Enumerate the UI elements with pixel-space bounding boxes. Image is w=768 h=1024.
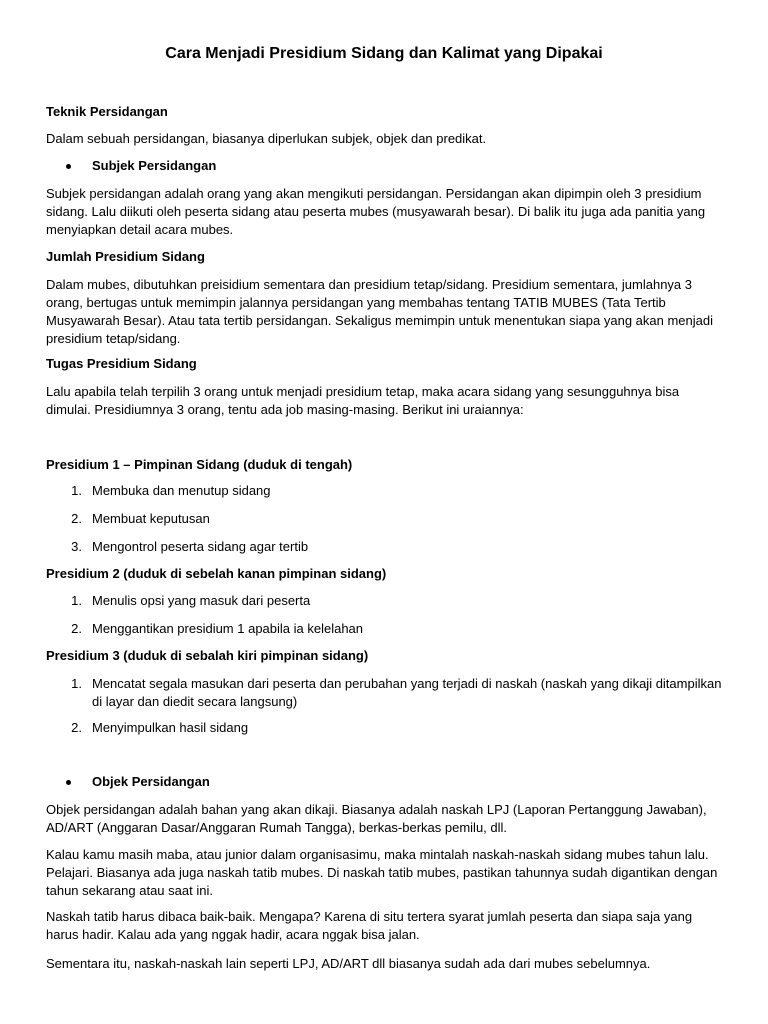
subjek-paragraph: Subjek persidangan adalah orang yang akan mengikuti persidangan. Persidangan akan dipimpin oleh 3 presidium sidang. Lalu diikuti oleh peserta sidang atau peserta mubes (musyawarah besar). Di balik itu juga ada panitia yang menyiapkan detail acara mubes. — [46, 186, 706, 237]
heading-jumlah-presidium: Jumlah Presidium Sidang — [46, 249, 205, 264]
list-item: Menggantikan presidium 1 apabila ia kelelahan — [92, 621, 364, 636]
objek-paragraph-4: Sementara itu, naskah-naskah lain seperti LPJ, AD/ART dll biasanya sudah ada dari mubes sebelumnya. — [46, 956, 651, 971]
list-number: 1. — [71, 593, 82, 608]
list-number: 2. — [71, 511, 82, 526]
heading-tugas-presidium: Tugas Presidium Sidang — [46, 356, 197, 371]
heading-teknik-persidangan: Teknik Persidangan — [46, 104, 168, 119]
bullet-label: Subjek Persidangan — [92, 158, 217, 173]
bullet-dot-icon — [66, 780, 71, 785]
tugas-paragraph: Lalu apabila telah terpilih 3 orang untuk menjadi presidium tetap, maka acara sidang yang sesungguhnya bisa dimulai. Presidiumnya 3 orang, tentu ada job masing-masing. Berikut ini uraiannya: — [46, 384, 680, 417]
intro-paragraph: Dalam sebuah persidangan, biasanya diperlukan subjek, objek dan predikat. — [46, 131, 487, 146]
page-title: Cara Menjadi Presidium Sidang dan Kalimat yang Dipakai — [165, 45, 603, 62]
objek-paragraph-1: Objek persidangan adalah bahan yang akan dikaji. Biasanya adalah naskah LPJ (Laporan Pertanggung Jawaban), AD/ART (Anggaran Dasar/Anggaran Rumah Tangga), berkas-berkas pemilu, dll. — [46, 802, 707, 835]
list-item: Membuat keputusan — [92, 511, 210, 526]
list-number: 2. — [71, 621, 82, 636]
list-number: 1. — [71, 676, 82, 691]
list-number: 1. — [71, 483, 82, 498]
jumlah-paragraph: Dalam mubes, dibutuhkan preisidium sementara dan presidium tetap/sidang. Presidium sementara, jumlahnya 3 orang, bertugas untuk memimpin jalannya persidangan yang membahas tentang TATIB MUBES (Tata Tertib Musyawarah Besar). Atau tata tertib persidangan. Sekaligus memimpin untuk menentukan siapa yang akan menjadi presidium tetap/sidang. — [46, 277, 713, 346]
bullet-label: Objek Persidangan — [92, 774, 210, 789]
bullet-dot-icon — [66, 164, 71, 169]
list-item: Mencatat segala masukan dari peserta dan perubahan yang terjadi di naskah (naskah yang dikaji ditampilkan di layar dan diedit secara langsung) — [92, 676, 722, 709]
list-item: Menulis opsi yang masuk dari peserta — [92, 593, 311, 608]
objek-paragraph-2: Kalau kamu masih maba, atau junior dalam organisasimu, maka mintalah naskah-naskah sidang mubes tahun lalu. Pelajari. Biasanya ada juga naskah tatib mubes. Di naskah tatib mubes, pastikan tahunnya sudah digantikan dengan tahun sekarang atau saat ini. — [46, 847, 718, 898]
presidium-3-heading: Presidium 3 (duduk di sebalah kiri pimpinan sidang) — [46, 648, 369, 663]
list-number: 3. — [71, 539, 82, 554]
presidium-2-heading: Presidium 2 (duduk di sebelah kanan pimpinan sidang) — [46, 566, 387, 581]
list-number: 2. — [71, 720, 82, 735]
presidium-1-heading: Presidium 1 – Pimpinan Sidang (duduk di tengah) — [46, 457, 353, 472]
objek-paragraph-3: Naskah tatib harus dibaca baik-baik. Mengapa? Karena di situ tertera syarat jumlah peserta dan siapa saja yang harus hadir. Kalau ada yang nggak hadir, acara nggak bisa jalan. — [46, 909, 693, 942]
list-item: Membuka dan menutup sidang — [92, 483, 271, 498]
list-item: Mengontrol peserta sidang agar tertib — [92, 539, 309, 554]
list-item: Menyimpulkan hasil sidang — [92, 720, 249, 735]
